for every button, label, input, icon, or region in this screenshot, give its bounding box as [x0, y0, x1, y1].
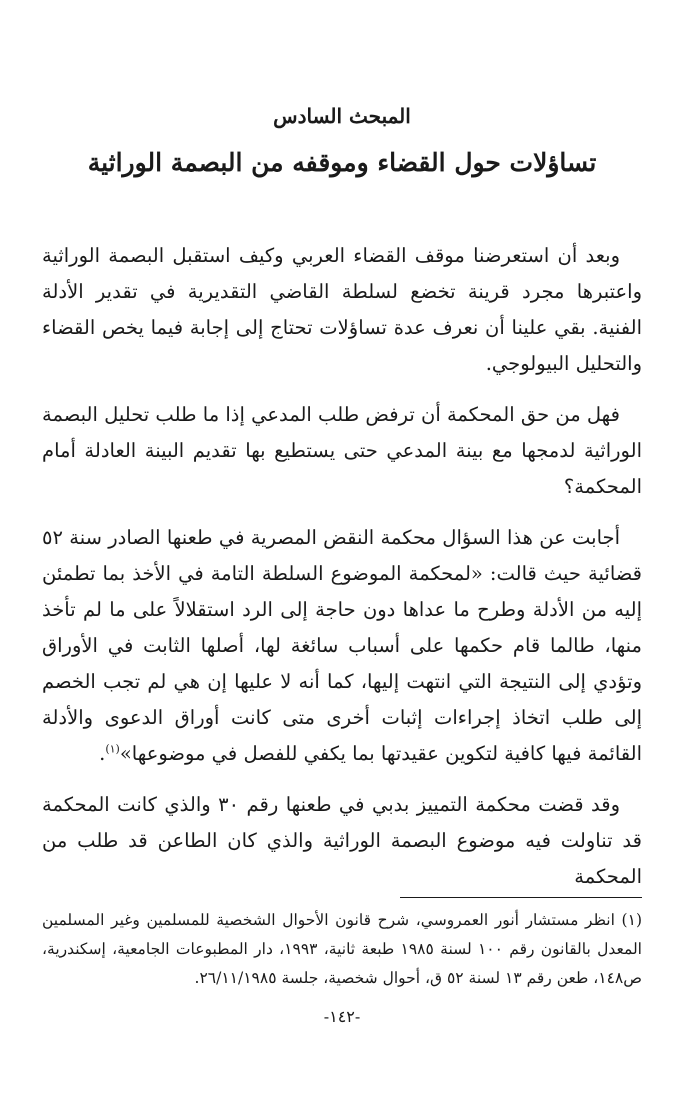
paragraph-3-text: أجابت عن هذا السؤال محكمة النقض المصرية في طعنها الصادر سنة ٥٢ قضائية حيث قالت: «لمحكمة الموضوع السلطة التامة في الأخذ بما تطمئن إليه من الأدلة وطرح ما عداها دون حاجة إلى الرد استقلالاً على ما لم تأخذ منها، طالما قام حكمها على أسباب سائغة لها، أصلها الثابت في الأوراق وتؤدي إلى النتيجة التي انتهت إليها، كما أنه لا عليها إن هي لم تجب الخصم إلى طلب اتخاذ إجراءات إثبات أخرى متى كانت أوراق الدعوى والأدلة القائمة فيها كافية لتكوين عقيدتها بما يكفي للفصل في موضوعها» — [42, 526, 642, 765]
footnote-text: (١) انظر مستشار أنور العمروسي، شرح قانون الأحوال الشخصية للمسلمين وغير المسلمين المعدل بالقانون رقم ١٠٠ لسنة ١٩٨٥ طبعة ثانية، ١٩٩٣، دار المطبوعات الجامعية، إسكندرية، ص١٤٨، طعن رقم ١٣ لسنة ٥٢ ق، أحوال شخصية، جلسة ٢٦/١١/١٩٨٥. — [42, 911, 642, 987]
paragraph-3: أجابت عن هذا السؤال محكمة النقض المصرية في طعنها الصادر سنة ٥٢ قضائية حيث قالت: «لمحكمة الموضوع السلطة التامة في الأخذ بما تطمئن إليه من الأدلة وطرح ما عداها دون حاجة إلى الرد استقلالاً على ما لم تأخذ منها، طالما قام حكمها على أسباب سائغة لها، أصلها الثابت في الأوراق وتؤدي إلى النتيجة التي انتهت إليها، كما أنه لا عليها إن هي لم تجب الخصم إلى طلب اتخاذ إجراءات إثبات أخرى متى كانت أوراق الدعوى والأدلة القائمة فيها كافية لتكوين عقيدتها بما يكفي للفصل في موضوعها»$^{(١)}$. — [42, 526, 642, 765]
page-number: -١٤٢- — [323, 1007, 361, 1026]
section-label: المبحث السادس — [273, 104, 411, 128]
footnote-reference: (١) — [105, 742, 120, 756]
section-title: تساؤلات حول القضاء وموقفه من البصمة الوراثية — [87, 148, 597, 177]
paragraph-1: وبعد أن استعرضنا موقف القضاء العربي وكيف استقبل البصمة الوراثية واعتبرها مجرد قرينة تخضع لسلطة القاضي التقديرية في تقدير الأدلة الفنية. بقي علينا أن نعرف عدة تساؤلات تحتاج إلى إجابة فيما يخص القضاء والتحليل البيولوجي. — [42, 244, 642, 375]
paragraph-2: فهل من حق المحكمة أن ترفض طلب المدعي إذا ما طلب تحليل البصمة الوراثية لدمجها مع بينة المدعي حتى يستطيع بها تقديم البينة العادلة أمام المحكمة؟ — [42, 403, 642, 498]
paragraph-4: وقد قضت محكمة التمييز بدبي في طعنها رقم ٣٠ والذي كانت المحكمة قد تناولت فيه موضوع البصمة الوراثية والذي كان الطاعن قد طلب من المحكمة — [42, 793, 642, 888]
footnote-divider — [400, 897, 642, 898]
body-text — [42, 238, 642, 910]
footnote — [42, 906, 642, 993]
